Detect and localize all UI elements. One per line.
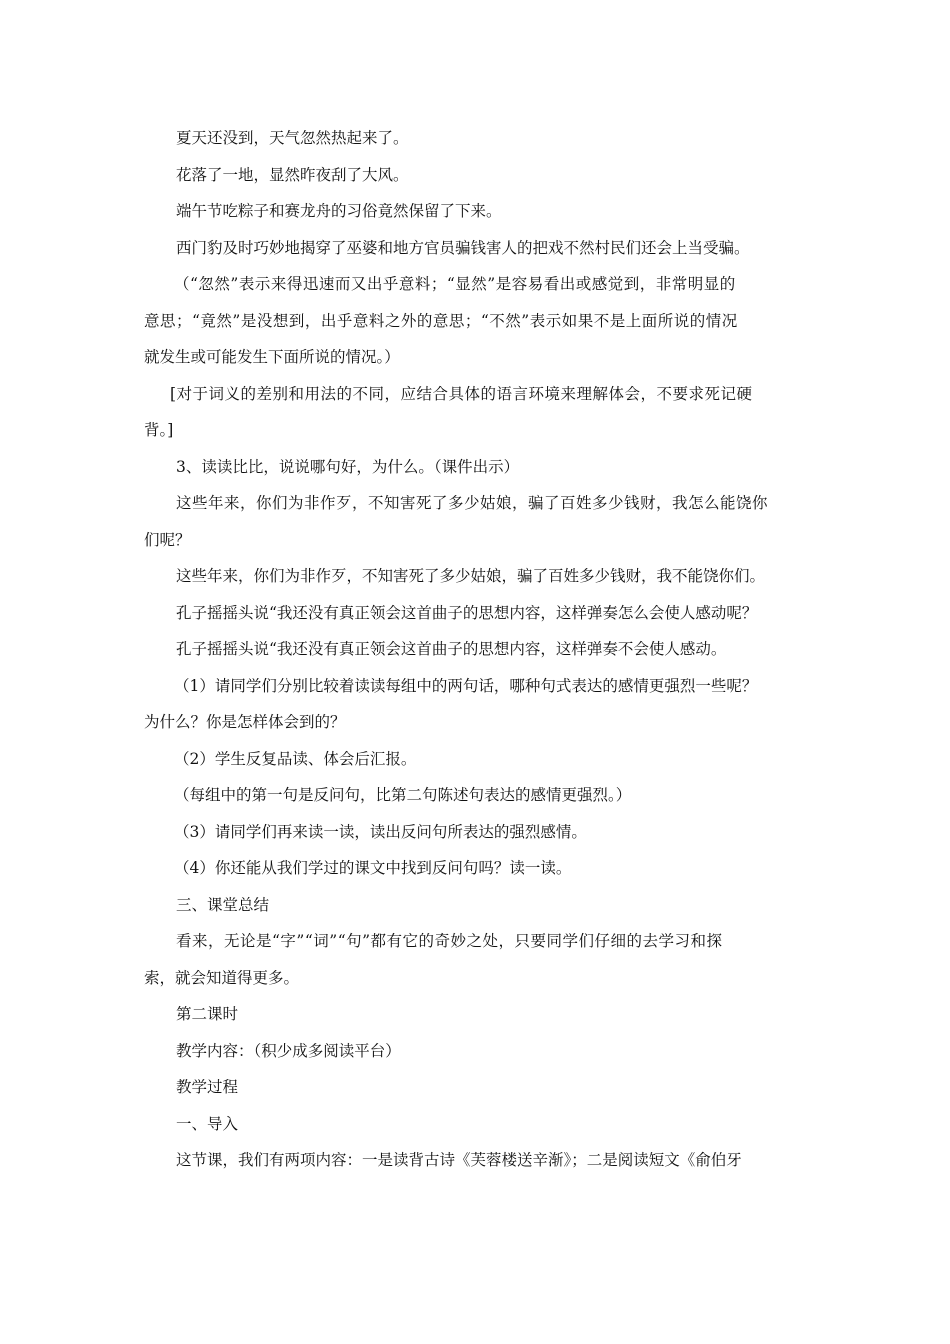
paragraph-line: 背。] [144,421,174,439]
paragraph-line: （4）你还能从我们学过的课文中找到反问句吗？读一读。 [174,859,572,877]
paragraph-line: 夏天还没到，天气忽然热起来了。 [176,129,409,147]
paragraph-line: 们呢？ [144,530,191,549]
paragraph-line: 这些年来，你们为非作歹，不知害死了多少姑娘，骗了百姓多少钱财，我不能饶你们。 [176,567,766,585]
paragraph-line: 意思；“竟然”是没想到，出乎意料之外的意思；“不然”表示如果不是上面所说的情况 [144,311,738,330]
paragraph-line: （“忽然”表示来得迅速而又出乎意料；“显然”是容易看出或感觉到，非常明显的 [174,275,736,293]
paragraph-line: 索，就会知道得更多。 [144,968,300,987]
paragraph-line: 孔子摇摇头说“我还没有真正领会这首曲子的思想内容，这样弹奏不会使人感动。 [176,640,727,658]
section-heading: 第二课时 [176,1005,239,1023]
paragraph-line: 看来，无论是“字”“词”“句”都有它的奇妙之处，只要同学们仔细的去学习和探 [176,932,723,950]
document-body [144,120,808,1179]
section-heading: 三、课堂总结 [176,895,270,914]
paragraph-line: （1）请同学们分别比较着读读每组中的两句话，哪种句式表达的感情更强烈一些呢？ [174,676,758,695]
paragraph-line: 花落了一地，显然昨夜刮了大风。 [176,165,409,184]
paragraph-line: （每组中的第一句是反问句，比第二句陈述句表达的感情更强烈。） [174,786,632,804]
section-heading: 一、导入 [176,1114,239,1133]
paragraph-line: 3、读读比比，说说哪句好，为什么。（课件出示） [176,457,520,476]
paragraph-line: 西门豹及时巧妙地揭穿了巫婆和地方官员骗钱害人的把戏不然村民们还会上当受骗。 [176,238,750,257]
paragraph-line: 端午节吃粽子和赛龙舟的习俗竟然保留了下来。 [176,202,502,220]
paragraph-line: 这些年来，你们为非作歹，不知害死了多少姑娘，骗了百姓多少钱财，我怎么能饶你 [176,494,769,512]
paragraph-line: 就发生或可能发生下面所说的情况。） [144,348,400,366]
paragraph-line: （2）学生反复品读、体会后汇报。 [174,749,417,768]
paragraph-line: 为什么？你是怎样体会到的？ [144,713,346,731]
paragraph-line: 孔子摇摇头说“我还没有真正领会这首曲子的思想内容，这样弹奏怎么会使人感动呢？ [176,603,758,622]
paragraph-line: 教学内容：（积少成多阅读平台） [176,1041,401,1060]
paragraph-line: （3）请同学们再来读一读，读出反问句所表达的强烈感情。 [174,822,587,841]
paragraph-line: 这节课，我们有两项内容：一是读背古诗《芙蓉楼送辛渐》；二是阅读短文《俞伯牙 [176,1151,742,1169]
paragraph-line: [对于词义的差别和用法的不同，应结合具体的语言环境来理解体会，不要求死记硬 [170,384,753,403]
section-heading: 教学过程 [176,1078,239,1096]
